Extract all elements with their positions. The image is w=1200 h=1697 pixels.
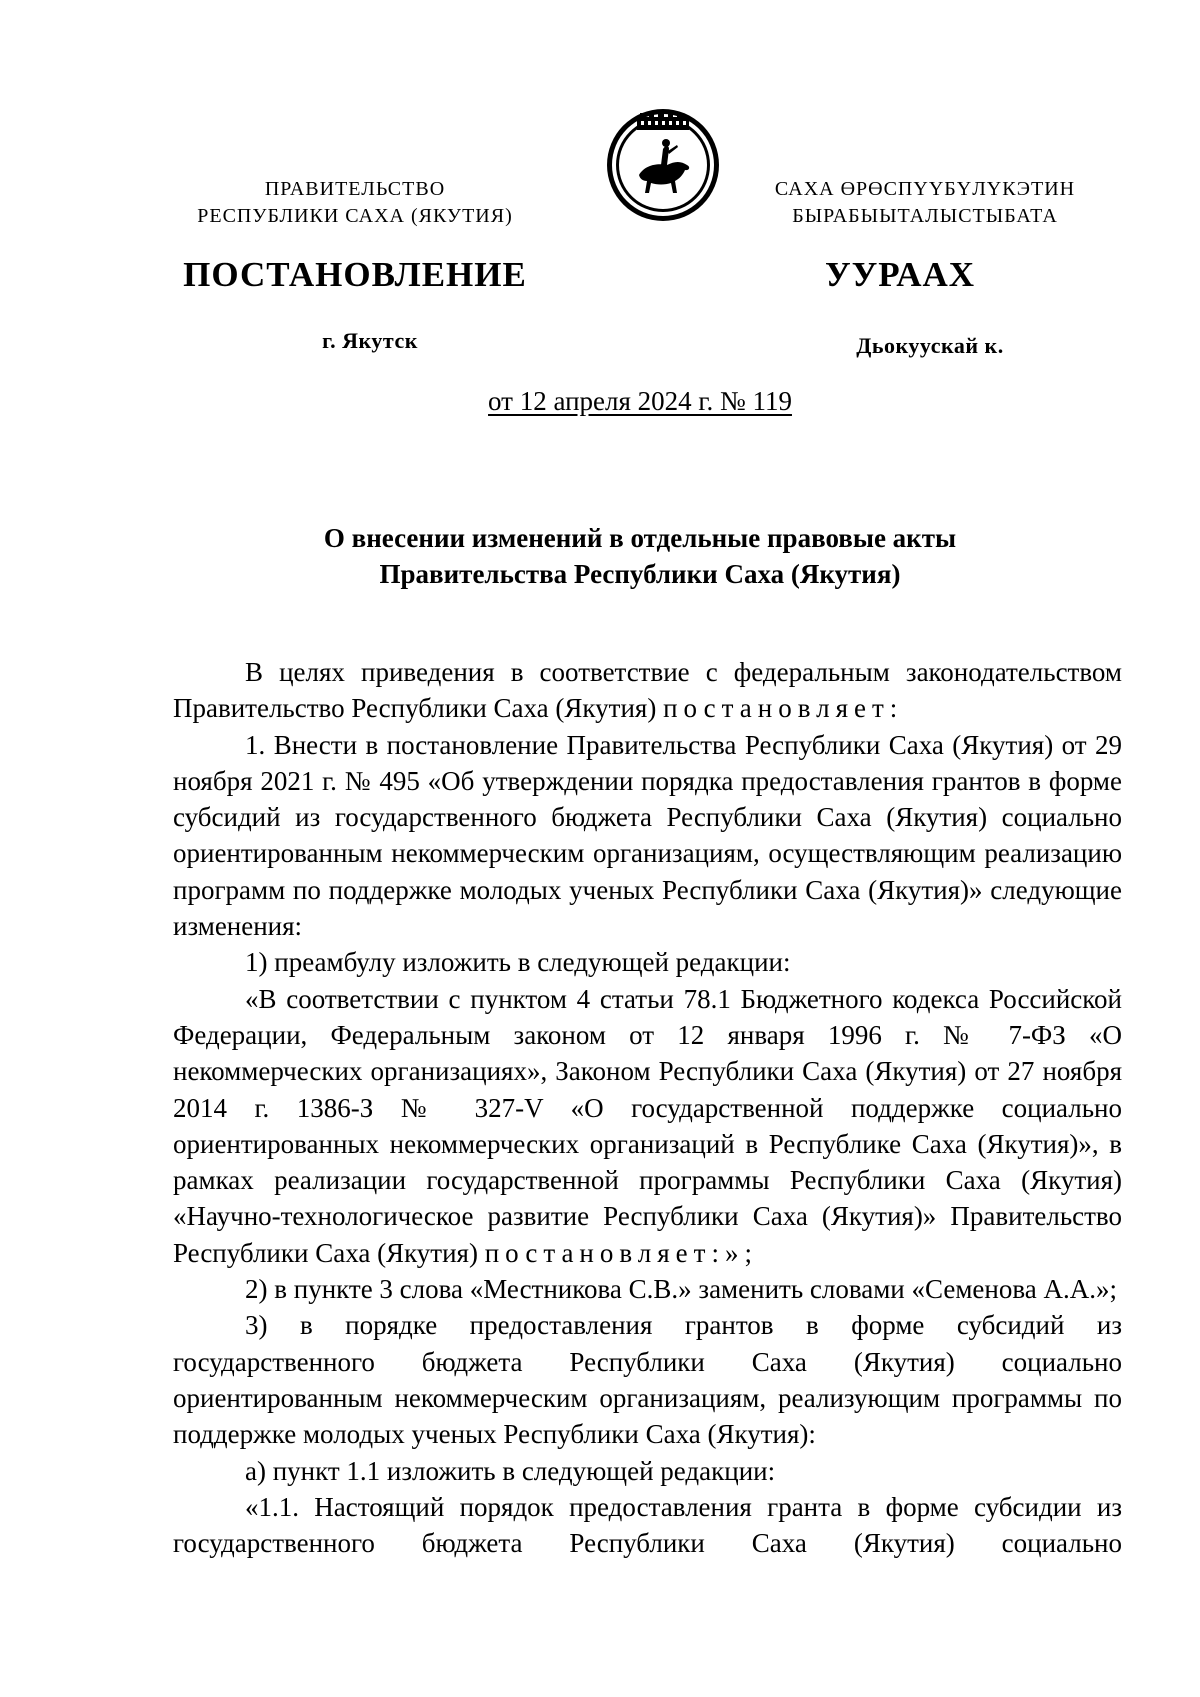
paragraph-subitem-2: 2) в пункте 3 слова «Местникова С.В.» заменить словами «Семенова А.А.»; — [245, 1274, 1117, 1305]
paragraph-preamble — [173, 654, 1122, 727]
paragraph-quoted-preamble — [173, 981, 1122, 1271]
organization-name-sah-line1: САХА ӨРӨСПҮҮБҮЛҮКЭТИН — [774, 178, 1076, 200]
resolves-word: постановляет: — [663, 693, 904, 724]
document-title-line1: О внесении изменений в отдельные правовые акты — [323, 523, 957, 553]
paragraph-subitem-1: 1) преамбулу изложить в следующей редакции: — [245, 947, 791, 978]
paragraph-subitem-a: а) пункт 1.1 изложить в следующей редакции: — [245, 1455, 776, 1486]
paragraph-quoted-preamble-text: «В соответствии с пунктом 4 статьи 78.1 Бюджетного кодекса Российской Федерации, Федеральным законом от 12 января 1996 г. № 7-ФЗ «О некоммерческих организациях», Законом Республики Саха (Якутия) от 27 ноября 2014 г. 1386-З № 327-V «О государственной поддержке социально ориентированных некоммерческих организаций в Республике Саха (Якутия)», в рамках реализации государственной программы Республики Саха (Якутия) «Научно-технологическое развитие Республики Саха (Якутия)» Правительство Республики Саха (Якутия) — [173, 983, 1122, 1268]
organization-name-sah-line2: БЫРАБЫЫТАЛЫСТЫБАТА — [792, 205, 1058, 227]
organization-name-ru-line2: РЕСПУБЛИКИ САХА (ЯКУТИЯ) — [197, 205, 513, 227]
paragraph-preamble-text: В целях приведения в соответствие с федеральным законодательством Правительство Республики Саха (Якутия) — [173, 657, 1122, 724]
organization-name-sah — [735, 176, 1115, 230]
city-sah: Дьокуускай к. — [856, 333, 1004, 358]
paragraph-subitem-3: 3) в порядке предоставления грантов в форме субсидий из государственного бюджета Республики Саха (Якутия) социально ориентированным некоммерческим организациям, реализующим программы по поддержке молодых ученых Республики Саха (Якутия): — [173, 1310, 1122, 1450]
document-type-ru: ПОСТАНОВЛЕНИЕ — [183, 255, 527, 294]
organization-name-ru — [160, 176, 550, 230]
document-title-line2: Правительства Республики Саха (Якутия) — [379, 559, 901, 589]
city-ru: г. Якутск — [322, 328, 418, 353]
date-number-line — [160, 386, 1120, 417]
paragraph-quoted-1-1: «1.1. Настоящий порядок предоставления гранта в форме субсидии из государственного бюджета Республики Саха (Якутия) социально — [173, 1491, 1122, 1559]
paragraph-item-1: 1. Внести в постановление Правительства Республики Саха (Якутия) от 29 ноября 2021 г. № 495 «Об утверждении порядка предоставления грантов в форме субсидий из государственного бюджета Республики Саха (Якутия) социально ориентированным некоммерческим организациям, осуществляющим реализацию программ по поддержке молодых ученых Республики Саха (Якутия)» следующие изменения: — [173, 729, 1122, 942]
organization-name-ru-line1: ПРАВИТЕЛЬСТВО — [264, 178, 446, 200]
document-title — [160, 520, 1120, 592]
coat-of-arms-emblem — [605, 107, 721, 223]
document-body — [173, 654, 1122, 1561]
date-number-text: от 12 апреля 2024 г. № 119 — [488, 386, 792, 416]
document-type-sah: УУРААХ — [824, 255, 976, 294]
resolves-word-quoted: постановляет:»; — [484, 1237, 758, 1268]
